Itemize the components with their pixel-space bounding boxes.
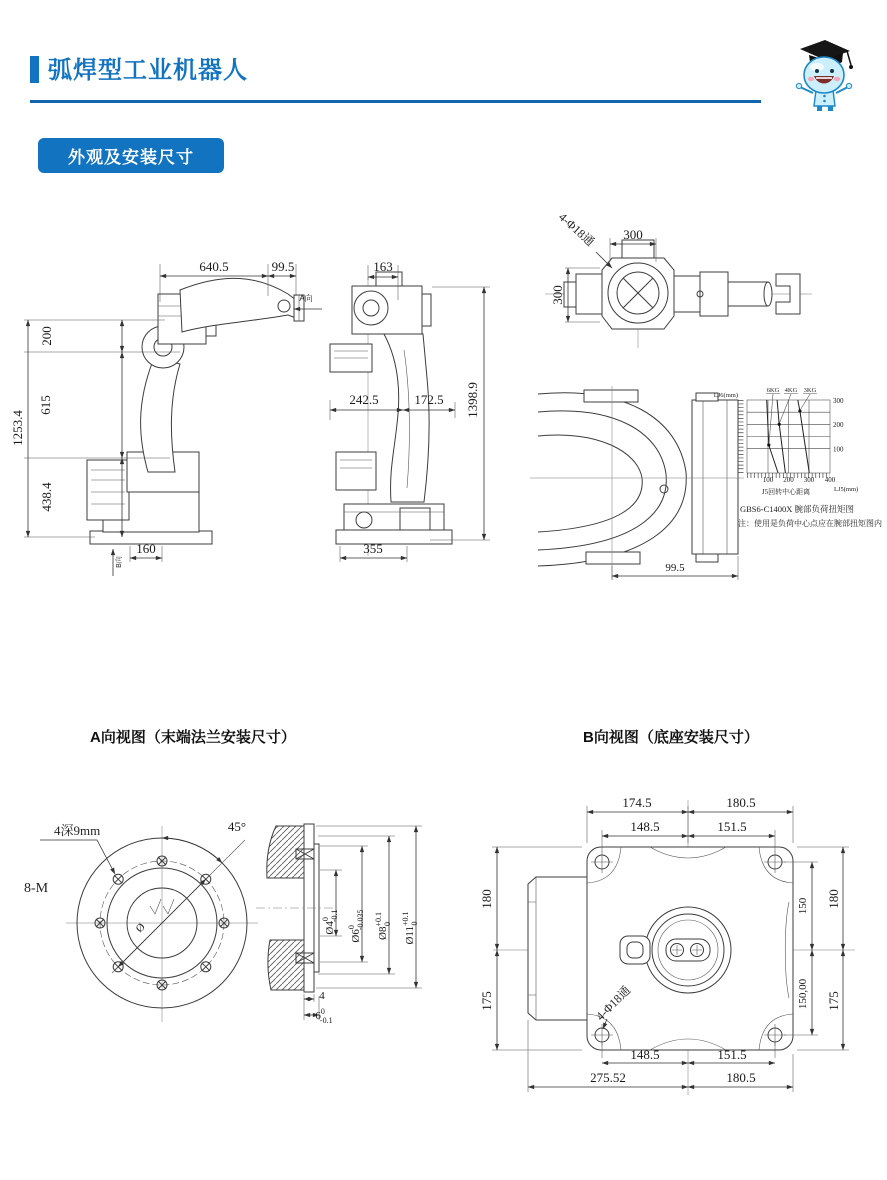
mounting-drawings <box>20 780 880 1130</box>
dia-label-4: $Ø11^{+0.1}0$ <box>401 911 419 945</box>
extension-lines <box>430 287 490 540</box>
xtick-300: 300 <box>803 476 815 484</box>
dim-180-left: 180 <box>479 889 494 909</box>
xtick-400: 400 <box>824 476 836 484</box>
dim-148-5-bottom: 148.5 <box>630 1047 660 1062</box>
wrist-load-chart <box>714 387 882 528</box>
base-body-block <box>528 877 587 1020</box>
dia-label-2: $Ø6^0-0.035$ <box>347 909 365 943</box>
angle-arc-45 <box>162 838 222 863</box>
curve-point <box>798 409 801 412</box>
title-accent-bar <box>30 56 39 83</box>
y-axis-unit: LJ6(mm) <box>713 392 738 399</box>
wrist-load-view <box>530 386 882 580</box>
top-view-drawing <box>545 210 812 348</box>
robot-top-silhouette <box>545 238 812 348</box>
front-view-drawing <box>330 259 490 562</box>
caption-flange-view: A向视图（末端法兰安装尺寸） <box>90 729 296 746</box>
xtick-200: 200 <box>783 476 794 484</box>
dim-163: 163 <box>373 259 393 274</box>
flange-section-drawing <box>256 824 422 1025</box>
dim-1398-9: 1398.9 <box>465 382 480 418</box>
legend-6kg: 6KG <box>766 387 780 394</box>
mascot-icon <box>786 34 862 114</box>
angle-label: 45° <box>227 819 247 834</box>
dim-99-5: 99.5 <box>271 259 295 274</box>
extension-lines <box>797 847 849 1050</box>
ytick-200: 200 <box>833 421 844 429</box>
dim-180-right: 180 <box>826 889 841 909</box>
installation-drawings <box>10 195 882 605</box>
flange-face-drawing <box>24 819 258 1022</box>
extension-lines <box>316 826 422 988</box>
center-diameter-mark: Ø <box>133 921 148 936</box>
dim-275-52: 275.52 <box>590 1070 626 1085</box>
chart-note: 注：使用是负荷中心点应在腕部扭矩图内 <box>738 519 882 528</box>
dim-99-5-wrist: 99.5 <box>665 562 685 574</box>
dim-150: 150 <box>797 897 809 915</box>
tap-depth-label: 4深9mm <box>54 823 101 838</box>
dim-355: 355 <box>363 541 383 556</box>
dim-151-5-bottom: 151.5 <box>717 1047 747 1062</box>
tap-depth-leader <box>40 840 115 874</box>
dim-180-5-bottom: 180.5 <box>726 1070 756 1085</box>
x-axis-unit: LJ5(mm) <box>834 486 859 493</box>
section-badge: 外观及安装尺寸 <box>38 138 224 173</box>
dim-175-left: 175 <box>479 991 494 1011</box>
ytick-100: 100 <box>833 445 844 454</box>
view-b-label: B向 <box>116 556 123 568</box>
page-title: 弧焊型工业机器人 <box>48 57 248 84</box>
dim-300-h: 300 <box>623 227 643 242</box>
caption-base-view: B向视图（底座安装尺寸） <box>583 729 759 746</box>
dim-174-5: 174.5 <box>622 795 652 810</box>
curve-point <box>778 423 781 426</box>
x-axis-title: J5回转中心距离 <box>761 488 811 496</box>
thickness-6: $6^0$ -0.1 <box>315 1007 333 1025</box>
thickness-4: 4 <box>319 990 325 1002</box>
dim-615: 615 <box>38 395 53 415</box>
extension-lines <box>587 806 793 843</box>
view-a-label: A向 <box>299 294 313 303</box>
dim-1253-4: 1253.4 <box>10 410 25 446</box>
dim-175-right: 175 <box>826 991 841 1011</box>
callout-4-d18-base: 4-Φ18通 <box>593 983 634 1024</box>
xtick-100: 100 <box>762 476 774 484</box>
mascot-face <box>804 57 844 93</box>
legend-3kg: 3KG <box>803 387 817 394</box>
dim-200: 200 <box>39 326 54 346</box>
dim-160: 160 <box>136 541 156 556</box>
chart-title: GBS6-C1400X 腕部负荷扭矩图 <box>740 504 855 514</box>
base-mounting-drawing <box>479 795 855 1095</box>
robot-front-silhouette <box>330 272 452 556</box>
dim-148-5-top: 148.5 <box>630 819 660 834</box>
wrist-silhouette <box>530 386 744 580</box>
dim-172-5: 172.5 <box>414 392 444 407</box>
title-underline <box>30 100 761 103</box>
dim-300-v: 300 <box>550 285 565 305</box>
dia-label-1: $Ø4^0-0.1$ <box>321 909 339 935</box>
legend-4kg: 4KG <box>784 387 798 394</box>
dim-180-5-top: 180.5 <box>726 795 756 810</box>
dim-438-4: 438.4 <box>39 482 54 512</box>
robot-side-silhouette <box>87 278 304 544</box>
side-view-drawing <box>10 259 322 576</box>
bolt-count-label: 8-M <box>24 881 49 896</box>
dim-150-00: 150,00 <box>797 978 809 1010</box>
dim-242-5: 242.5 <box>349 392 379 407</box>
dia-label-3: $Ø8^{+0.1}0$ <box>374 912 392 940</box>
leader-line <box>596 252 612 268</box>
ytick-300: 300 <box>833 397 844 405</box>
dim-151-5-top: 151.5 <box>717 819 747 834</box>
callout-4-d18-top: 4-Φ18通 <box>555 209 598 249</box>
dim-640-5: 640.5 <box>199 259 229 274</box>
